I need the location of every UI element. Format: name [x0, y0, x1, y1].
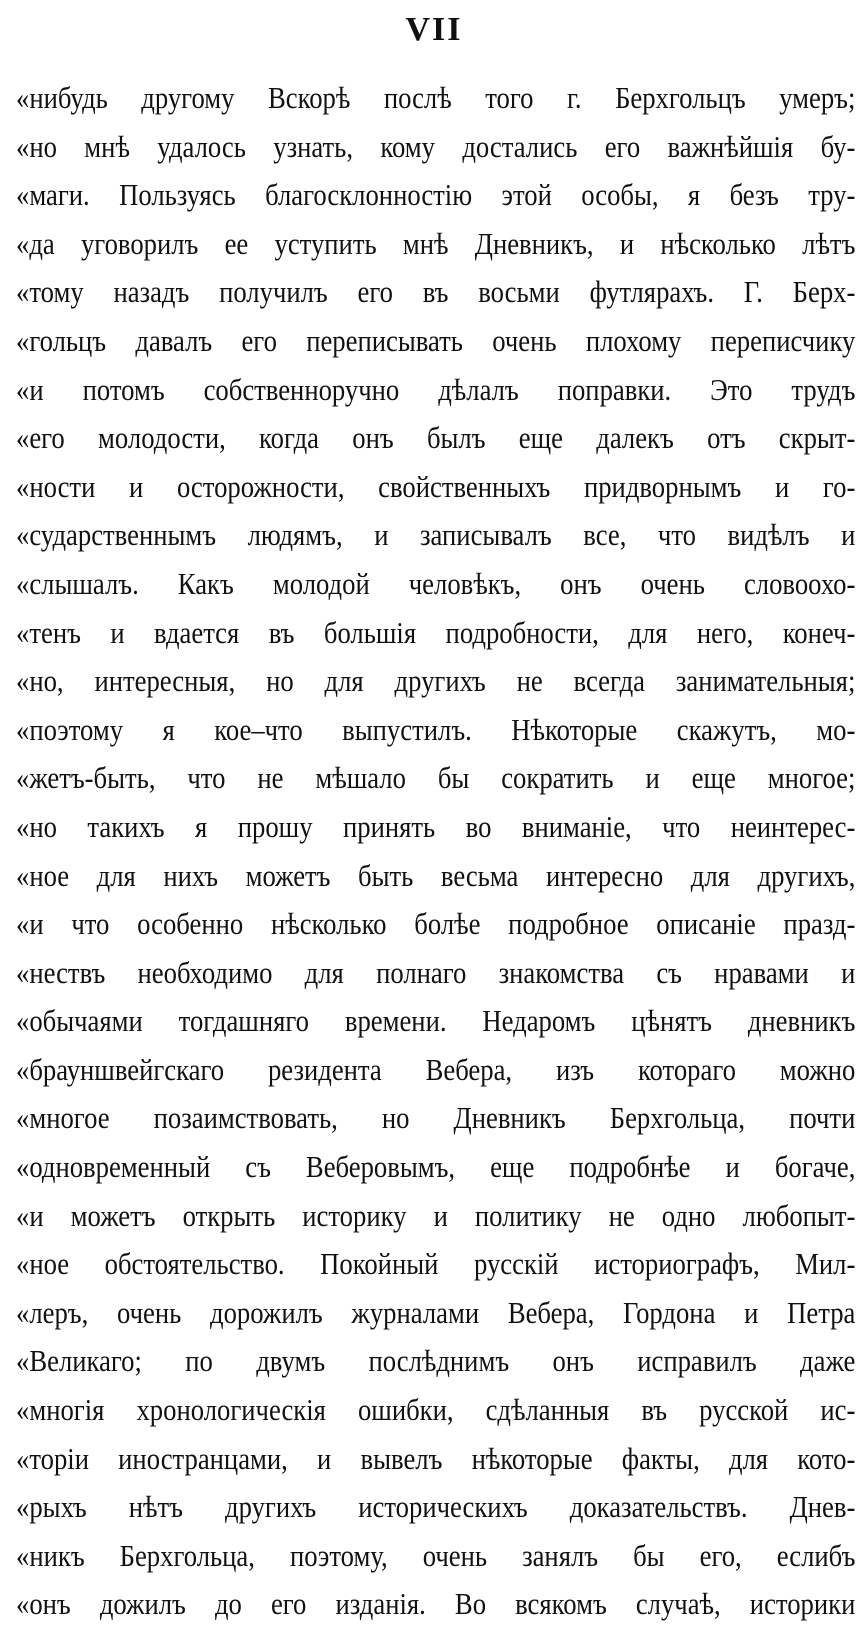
- text-line: «но мнѣ удалось узнать, кому достались его важнѣйшія бу-: [16, 128, 856, 164]
- page-number: VII: [405, 11, 463, 48]
- text-line: «но, интересныя, но для другихъ не всегда занимательныя;: [16, 663, 856, 699]
- text-line: «но такихъ я прошу принять во вниманіе, что неинтерес-: [16, 808, 856, 844]
- text-line: «торіи иностранцами, и вывелъ нѣкоторые факты, для кото-: [16, 1440, 856, 1476]
- text-line: «нествъ необходимо для полнаго знакомства съ нравами и: [16, 954, 856, 990]
- text-line: «маги. Пользуясь благосклонностію этой особы, я безъ тру-: [16, 177, 856, 213]
- text-line: «тенъ и вдается въ большія подробности, для него, конеч-: [16, 614, 856, 650]
- text-line: «да уговорилъ ее уступить мнѣ Дневникъ, и нѣсколько лѣтъ: [16, 225, 856, 261]
- text-line: «брауншвейгскаго резидента Вебера, изъ котораго можно: [16, 1051, 856, 1087]
- text-line: «и можетъ открыть историку и политику не одно любопыт-: [16, 1197, 856, 1233]
- text-line: «его молодости, когда онъ былъ еще далекъ отъ скрыт-: [16, 420, 856, 456]
- text-line: «леръ, очень дорожилъ журналами Вебера, Гордона и Петра: [16, 1294, 856, 1330]
- text-line: «гольцъ давалъ его переписывать очень плохому переписчику: [16, 322, 856, 358]
- text-line: «сударственнымъ людямъ, и записывалъ все, что видѣлъ и: [16, 517, 856, 553]
- text-line: «многое позаимствовать, но Дневникъ Берхгольца, почти: [16, 1100, 856, 1136]
- text-line: «обычаями тогдашняго времени. Недаромъ цѣнятъ дневникъ: [16, 1003, 856, 1039]
- text-line: «ное обстоятельство. Покойный русскій историографъ, Мил-: [16, 1246, 856, 1282]
- text-line: «многія хронологическія ошибки, сдѣланныя въ русской ис-: [16, 1392, 856, 1428]
- text-line: «и потомъ собственноручно дѣлалъ поправки. Это трудъ: [16, 371, 856, 407]
- text-line: «онъ дожилъ до его изданія. Во всякомъ случаѣ, историки: [16, 1586, 856, 1622]
- body-text: [16, 74, 856, 1629]
- text-line: «и что особенно нѣсколько болѣе подробное описаніе празд-: [16, 906, 856, 942]
- text-line: «ности и осторожности, свойственныхъ придворнымъ и го-: [16, 468, 856, 504]
- text-line: «рыхъ нѣтъ другихъ историческихъ доказательствъ. Днев-: [16, 1489, 856, 1525]
- text-line: «нибудь другому Вскорѣ послѣ того г. Берхгольцъ умеръ;: [16, 80, 856, 115]
- text-line: «слышалъ. Какъ молодой человѣкъ, онъ очень словоохо-: [16, 565, 856, 601]
- text-line: «жетъ-быть, что не мѣшало бы сократить и еще многое;: [16, 760, 856, 796]
- text-line: «Великаго; по двумъ послѣднимъ онъ исправилъ даже: [16, 1343, 856, 1379]
- text-line: «одновременный съ Веберовымъ, еще подробнѣе и богаче,: [16, 1149, 856, 1185]
- text-line: «ное для нихъ можетъ быть весьма интересно для другихъ,: [16, 857, 856, 893]
- text-line: «тому назадъ получилъ его въ восьми футлярахъ. Г. Берх-: [16, 274, 856, 310]
- text-line: «никъ Берхгольца, поэтому, очень занялъ бы его, еслибъ: [16, 1537, 856, 1573]
- text-line: «поэтому я кое–что выпустилъ. Нѣкоторые скажутъ, мо-: [16, 711, 856, 747]
